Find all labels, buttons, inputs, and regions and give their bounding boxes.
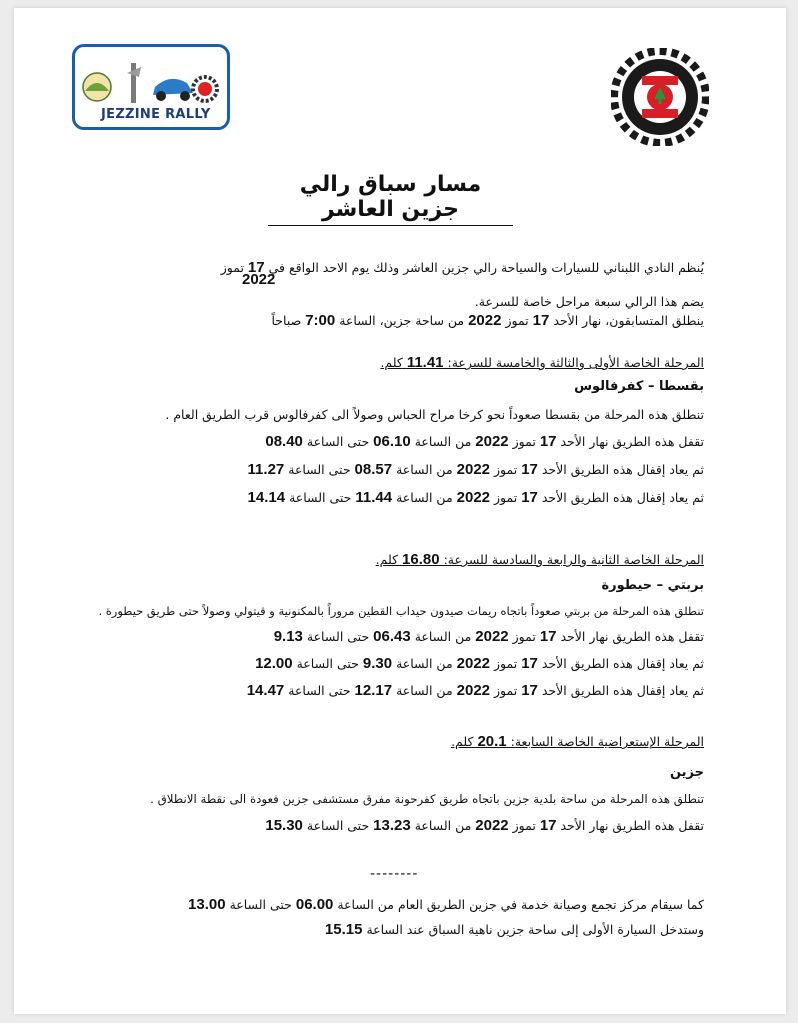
closure-text: ثم يعاد إقفال هذه الطريق الأحد [541,683,704,698]
page-title: مسار سباق رالي جزين العاشر [268,172,513,226]
intro-year-value: 2022 [242,271,276,288]
footer-line-1 [188,896,704,914]
closure-day: 17 [521,489,538,506]
closure-text: ثم يعاد إقفال هذه الطريق الأحد [541,490,704,505]
closure-from-time: 06.10 [373,433,411,450]
stage2-heading [376,551,704,569]
document-page [14,8,786,1014]
closure-from-label: من الساعة [414,434,472,449]
closure-from-time: 11.44 [355,489,393,506]
closure-from-label: من الساعة [396,683,453,698]
intro-line-2: يضم هذا الرالي سبعة مراحل خاصة للسرعة. [474,294,704,309]
closure-from-label: من الساعة [396,490,453,505]
section-separator: -------- [370,866,419,882]
closure-to-label: حتى الساعة [288,462,351,477]
closure-to-time: 15.30 [265,817,303,834]
footer-service-to-label: حتى الساعة [229,897,292,912]
stage2-closure-1 [274,628,704,646]
closure-from-label: من الساعة [396,656,453,671]
stage3-unit: كلم. [451,734,474,749]
closure-to-label: حتى الساعة [306,818,370,833]
closure-text: تقفل هذه الطريق نهار الأحد [560,434,704,449]
intro-start-place: من ساحة جزين، الساعة [339,313,465,328]
closure-day: 17 [521,655,538,672]
stage2-distance: 16.80 [402,551,440,568]
closure-from-time: 08.57 [354,461,393,478]
closure-month: تموز [494,462,518,477]
intro-text: يُنظم النادي اللبناني للسيارات والسياحة رالي جزين العاشر وذلك يوم الاحد الواقع في [268,260,704,275]
closure-year: 2022 [456,461,491,478]
footer-finish-time: 15.15 [324,921,363,938]
stage2-closure-2 [255,655,704,673]
atcl-club-logo [611,48,709,146]
closure-to-label: حتى الساعة [296,656,359,671]
closure-from-time: 9.30 [362,655,393,672]
intro-line-1 [221,259,704,277]
footer-service-from: 06.00 [295,896,334,913]
stage3-description: تنطلق هذه المرحلة من ساحة بلدية جزين باتجاه طريق كفرحونة مفرق مستشفى جزين فعودة الى نقطة الانطلاق . [150,792,704,806]
stage2-unit: كلم. [375,552,399,567]
stage1-route: بقسطا – كفرفالوس [574,379,704,394]
footer-service-to: 13.00 [188,896,226,913]
closure-to-time: 11.27 [247,461,285,478]
closure-from-time: 12.17 [354,682,393,699]
stage3-route: جزين [669,765,704,780]
footer-service-text: كما سيقام مركز تجمع وصيانة خدمة في جزين الطريق العام من الساعة [337,897,704,912]
closure-to-time: 14.47 [246,682,285,699]
footer-line-2 [325,921,704,939]
stage3-closure-1 [265,817,704,835]
closure-day: 17 [539,433,557,450]
closure-year: 2022 [456,655,491,672]
stage1-closure-1 [265,433,704,451]
closure-text: ثم يعاد إقفال هذه الطريق الأحد [541,656,704,671]
closure-year: 2022 [475,628,509,645]
stage1-heading [380,354,704,372]
stage3-heading [451,733,704,751]
closure-to-label: حتى الساعة [288,683,351,698]
stage1-heading-text: المرحلة الخاصة الأولى والثالثة والخامسة للسرعة: [447,355,704,370]
closure-year: 2022 [475,817,509,834]
closure-year: 2022 [475,433,509,450]
stage2-heading-text: المرحلة الخاصة الثانية والرابعة والسادسة للسرعة: [443,552,704,567]
closure-month: تموز [494,656,518,671]
closure-to-label: حتى الساعة [306,434,370,449]
closure-to-label: حتى الساعة [306,629,370,644]
closure-month: تموز [512,818,536,833]
intro-start-period: صباحاً [271,313,302,328]
stage2-closure-3 [247,682,704,700]
closure-from-time: 06.43 [373,628,411,645]
closure-to-time: 14.14 [247,489,286,506]
stage2-route: بربتي – حيطورة [601,578,704,593]
intro-line-3 [271,312,704,330]
closure-day: 17 [539,628,557,645]
intro-month: تموز [220,260,244,275]
closure-year: 2022 [456,489,491,506]
closure-to-time: 9.13 [273,628,303,645]
stage3-heading-text: المرحلة الإستعراضية الخاصة السابعة: [510,734,704,749]
stage1-closure-2 [248,461,704,479]
intro-start-text: ينطلق المتسابقون، نهار الأحد [553,313,704,328]
closure-to-label: حتى الساعة [289,490,352,505]
footer-finish-text: وستدخل السيارة الأولى إلى ساحة جزين ناهية السباق عند الساعة [366,922,704,937]
intro-start-month: تموز [505,313,529,328]
closure-from-time: 13.23 [373,817,411,834]
intro-day: 17 [247,259,265,276]
closure-day: 17 [539,817,557,834]
closure-month: تموز [512,434,536,449]
closure-text: ثم يعاد إقفال هذه الطريق الأحد [541,462,704,477]
intro-start-day: 17 [532,312,550,329]
stage1-closure-3 [248,489,704,507]
stage1-description: تنطلق هذه المرحلة من بقسطا صعوداً نحو كرخا مراح الحباس وصولاً الى كفرفالوس قرب الطريق العام . [165,407,704,422]
rally-logo-text: JEZZINE RALLY [101,107,211,122]
closure-month: تموز [494,490,518,505]
closure-from-label: من الساعة [414,629,472,644]
closure-to-time: 08.40 [265,433,303,450]
stage2-description: تنطلق هذه المرحلة من بربتي صعوداً باتجاه ريمات صيدون حيداب القطين مروراً بالمكنونية و قيتولي وصولاً حتى طريق حيطورة . [98,604,704,618]
atcl-gear-emblem [611,48,709,146]
stage3-distance: 20.1 [477,733,507,750]
atcl-club-name [611,48,612,49]
jezzine-rally-logo [72,44,230,130]
intro-year [242,271,275,289]
stage1-unit: كلم. [380,355,403,370]
closure-from-label: من الساعة [414,818,472,833]
intro-start-year: 2022 [468,312,502,329]
closure-day: 17 [521,682,538,699]
closure-month: تموز [512,629,536,644]
closure-day: 17 [521,461,538,478]
closure-year: 2022 [456,682,491,699]
closure-to-time: 12.00 [255,655,293,672]
stage1-distance: 11.41 [406,354,444,371]
closure-from-label: من الساعة [396,462,453,477]
closure-month: تموز [494,683,518,698]
closure-text: تقفل هذه الطريق نهار الأحد [560,818,704,833]
intro-start-time: 7:00 [305,312,336,329]
closure-text: تقفل هذه الطريق نهار الأحد [560,629,704,644]
